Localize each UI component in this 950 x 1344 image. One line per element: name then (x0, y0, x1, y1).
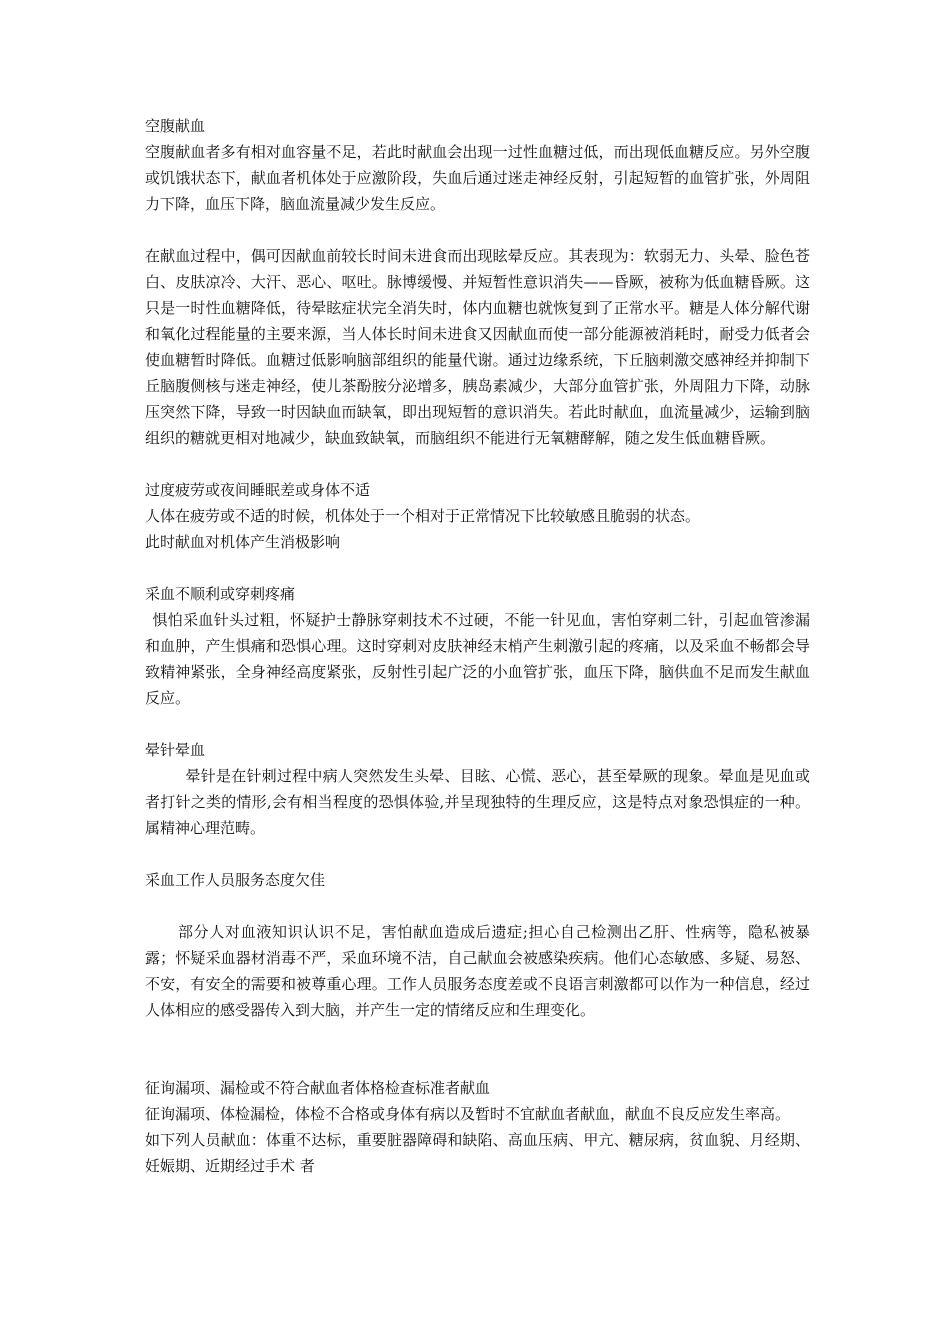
blank-line (145, 217, 810, 243)
paragraph-fasting-detail: 在献血过程中，偶可因献血前较长时间未进食而出现眩晕反应。其表现为：软弱无力、头晕、脸色苍白、皮肤凉冷、大汗、恶心、呕吐。脉博缓慢、并短暂性意识消失——昏厥，被称为低血糖昏厥。这只是一时性血糖降低，待晕眩症状完全消失时，体内血糖也就恢复到了正常水平。糖是人体分解代谢和氧化过程能量的主要来源，当人体长时间未进食又因献血而使一部分能源被消耗时，耐受力低者会使血糖暂时降低。血糖过低影响脑部组织的能量代谢。通过边缘系统，下丘脑刺激交感神经并抑制下丘脑腹侧核与迷走神经，使儿茶酚胺分泌增多，胰岛素减少，大部分血管扩张，外周阻力下降，动脉压突然下降，导致一时因缺血而缺氧，即出现短暂的意识消失。若此时献血，血流量减少，运输到脑组织的糖就更相对地减少，缺血致缺氧，而脑组织不能进行无氧糖酵解，随之发生低血糖昏厥。 (145, 247, 810, 447)
blank-line (145, 555, 810, 581)
blank-line (145, 893, 810, 919)
paragraph-staff-attitude: 部分人对血液知识认识不足，害怕献血造成后遗症;担心自己检测出乙肝、性病等，隐私被暴露；怀疑采血器材消毒不严，采血环境不洁，自己献血会被感染疾病。他们心态敏感、多疑、易怒、不安，有安全的需要和被尊重心理。工作人员服务态度差或不良语言刺激都可以作为一种信息，经过人体相应的感受器传入到大脑，并产生一定的情绪反应和生理变化。 (145, 923, 810, 1019)
blank-line (145, 711, 810, 737)
blank-line (145, 841, 810, 867)
document-page (145, 113, 810, 1179)
paragraph-fatigue-2: 此时献血对机体产生消极影响 (145, 533, 341, 551)
paragraph-fasting-intro: 空腹献血者多有相对血容量不足，若此时献血会出现一过性血糖过低，而出现低血糖反应。另外空腹或饥饿状态下，献血者机体处于应激阶段，失血后通过迷走神经反射，引起短暂的血管扩张，外周阻力下降，血压下降，脑血流量减少发生反应。 (145, 143, 810, 213)
blank-line (145, 451, 810, 477)
paragraph-screening-2: 如下列人员献血：体重不达标，重要脏器障碍和缺陷、高血压病、甲亢、糖尿病，贫血貌、月经期、妊娠期、近期经过手术 者 (145, 1131, 810, 1175)
section-heading-fatigue: 过度疲劳或夜间睡眠差或身体不适 (145, 481, 371, 499)
paragraph-screening-1: 征询漏项、体检漏检，体检不合格或身体有病以及暂时不宜献血者献血，献血不良反应发生率高。 (145, 1105, 791, 1123)
section-heading-puncture: 采血不顺利或穿刺疼痛 (145, 585, 296, 603)
section-heading-staff-attitude: 采血工作人员服务态度欠佳 (145, 871, 326, 889)
blank-line (145, 1023, 810, 1075)
paragraph-fatigue-1: 人体在疲劳或不适的时候，机体处于一个相对于正常情况下比较敏感且脆弱的状态。 (145, 507, 701, 525)
section-heading-needle-fear: 晕针晕血 (145, 741, 206, 759)
section-heading-screening: 征询漏项、漏检或不符合献血者体格检查标准者献血 (145, 1079, 491, 1097)
paragraph-needle-fear: 晕针是在针刺过程中病人突然发生头晕、目眩、心慌、恶心，甚至晕厥的现象。晕血是见血或者打针之类的情形,会有相当程度的恐惧体验,并呈现独特的生理反应，这是特点对象恐惧症的一种。属精神心理范畴。 (145, 767, 810, 837)
paragraph-puncture: 惧怕采血针头过粗，怀疑护士静脉穿刺技术不过硬，不能一针见血，害怕穿刺二针，引起血管渗漏和血肿，产生惧痛和恐惧心理。这时穿刺对皮肤神经末梢产生刺激引起的疼痛，以及采血不畅都会导致精神紧张，全身神经高度紧张，反射性引起广泛的小血管扩张，血压下降，脑供血不足而发生献血反应。 (145, 611, 810, 707)
section-heading-fasting: 空腹献血 (145, 117, 206, 135)
